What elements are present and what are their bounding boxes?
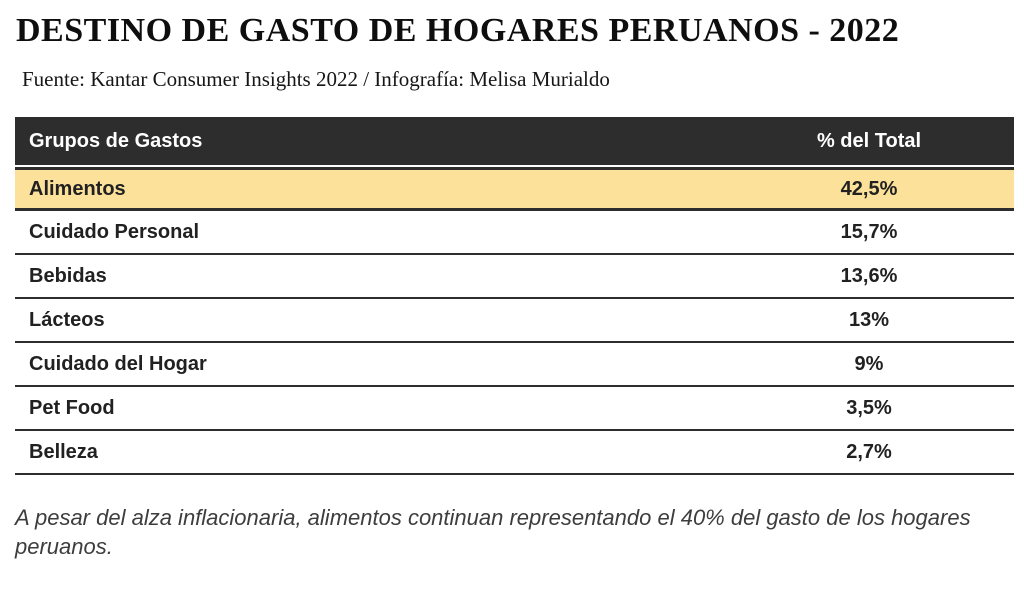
row-label: Alimentos bbox=[29, 177, 126, 200]
table-row-belleza bbox=[15, 431, 1014, 475]
table-row-alimentos bbox=[15, 170, 1014, 211]
expense-table bbox=[15, 117, 1014, 475]
table-row-cuidado-personal bbox=[15, 211, 1014, 255]
table-row-bebidas bbox=[15, 255, 1014, 299]
infographic-page bbox=[0, 12, 1024, 609]
row-value: 2,7% bbox=[846, 440, 892, 463]
row-value: 3,5% bbox=[846, 396, 892, 419]
table-row-lacteos bbox=[15, 299, 1014, 343]
row-label: Bebidas bbox=[29, 264, 107, 287]
row-label: Cuidado del Hogar bbox=[29, 352, 207, 375]
column-header-expense-groups: Grupos de Gastos bbox=[29, 129, 203, 152]
row-label: Cuidado Personal bbox=[29, 220, 200, 243]
row-value: 13% bbox=[848, 308, 890, 331]
column-header-percent-total: % del Total bbox=[816, 129, 922, 152]
footnote: A pesar del alza inflacionaria, alimentos continuan representando el 40% del gasto de los hogares peruanos. bbox=[15, 505, 971, 559]
source-credit-line: Fuente: Kantar Consumer Insights 2022 / Infografía: Melisa Murialdo bbox=[22, 67, 610, 91]
row-label: Lácteos bbox=[29, 308, 105, 331]
row-value: 42,5% bbox=[840, 177, 898, 200]
page-title: DESTINO DE GASTO DE HOGARES PERUANOS - 2022 bbox=[16, 12, 900, 49]
table-row-cuidado-del-hogar bbox=[15, 343, 1014, 387]
row-value: 9% bbox=[854, 352, 884, 375]
row-label: Pet Food bbox=[29, 396, 115, 419]
table-row-pet-food bbox=[15, 387, 1014, 431]
row-value: 15,7% bbox=[840, 220, 898, 243]
row-value: 13,6% bbox=[840, 264, 898, 287]
table-header-row bbox=[15, 117, 1014, 165]
row-label: Belleza bbox=[29, 440, 98, 463]
